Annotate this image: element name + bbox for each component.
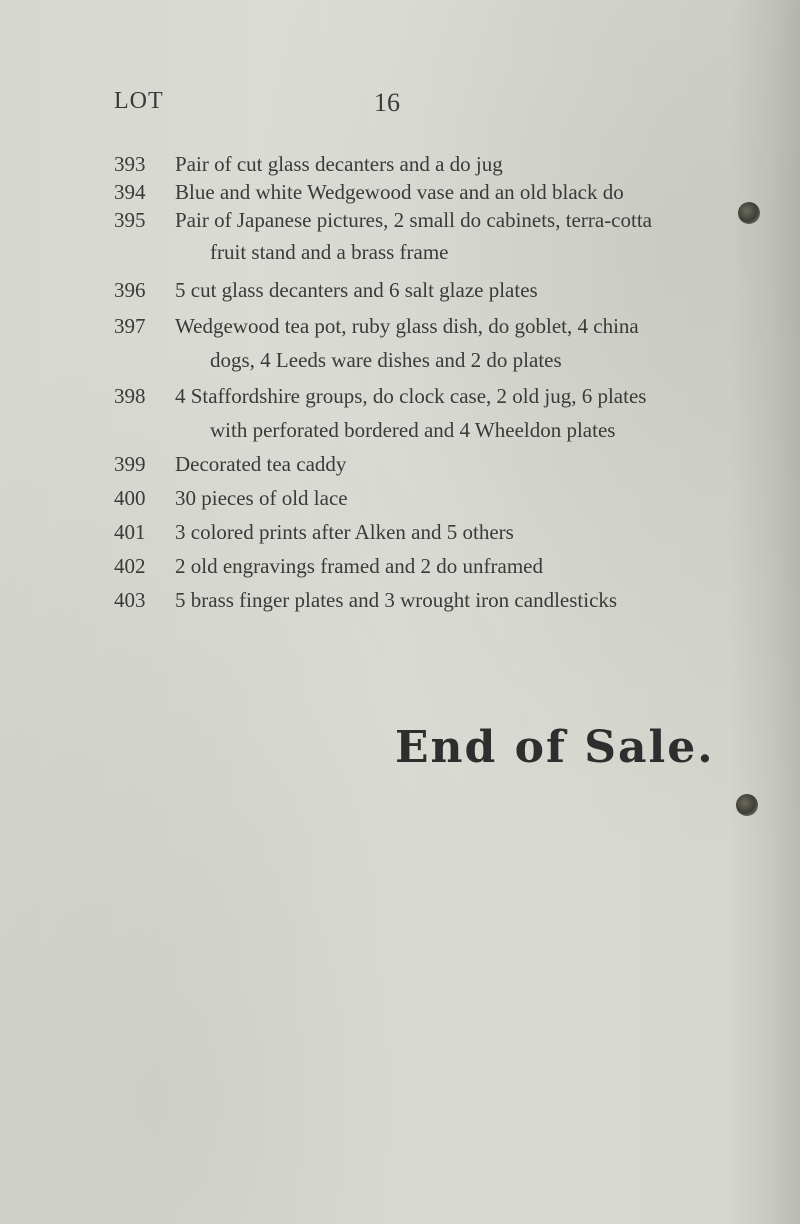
lot-number: 398: [114, 384, 146, 408]
lot-number: 403: [114, 588, 146, 612]
lot-number: 396: [114, 278, 146, 302]
lot-list: [0, 140, 800, 612]
lot-row: [0, 278, 800, 306]
lot-row: [0, 588, 800, 616]
lot-number: 399: [114, 452, 146, 476]
lot-row: [0, 554, 800, 582]
lot-description-continued: with perforated bordered and 4 Wheeldon plates: [210, 418, 616, 442]
lot-description: Blue and white Wedgewood vase and an old black do: [175, 180, 624, 204]
lot-description: Decorated tea caddy: [175, 452, 347, 476]
lot-number: 397: [114, 314, 146, 338]
lot-number: 395: [114, 208, 146, 232]
binding-hole-bottom: [736, 794, 758, 816]
lot-row: [0, 452, 800, 480]
lot-description: Pair of Japanese pictures, 2 small do cabinets, terra-cotta: [175, 208, 652, 232]
lot-column-heading: LOT: [114, 88, 164, 114]
lot-description: Pair of cut glass decanters and a do jug: [175, 152, 503, 176]
lot-description: Wedgewood tea pot, ruby glass dish, do goblet, 4 china: [175, 314, 639, 338]
lot-number: 393: [114, 152, 146, 176]
lot-row: [0, 314, 800, 342]
lot-description: 4 Staffordshire groups, do clock case, 2 old jug, 6 plates: [175, 384, 647, 408]
lot-row: [0, 486, 800, 514]
lot-row: [0, 208, 800, 236]
lot-row-continuation: [0, 348, 800, 376]
lot-description: 5 cut glass decanters and 6 salt glaze plates: [175, 278, 538, 302]
page-number: 16: [374, 88, 400, 117]
lot-number: 401: [114, 520, 146, 544]
lot-row-continuation: [0, 240, 800, 268]
end-of-sale-text: End of Sale.: [395, 722, 715, 773]
lot-description: 3 colored prints after Alken and 5 others: [175, 520, 514, 544]
lot-number: 394: [114, 180, 146, 204]
lot-number: 400: [114, 486, 146, 510]
lot-number: 402: [114, 554, 146, 578]
lot-row: [0, 520, 800, 548]
lot-row: [0, 180, 800, 208]
lot-description-continued: fruit stand and a brass frame: [210, 240, 449, 264]
lot-description: 2 old engravings framed and 2 do unframed: [175, 554, 543, 578]
lot-row: [0, 384, 800, 412]
lot-row-continuation: [0, 418, 800, 446]
lot-description-continued: dogs, 4 Leeds ware dishes and 2 do plates: [210, 348, 562, 372]
lot-description: 30 pieces of old lace: [175, 486, 348, 510]
lot-row: [0, 152, 800, 180]
lot-description: 5 brass finger plates and 3 wrought iron candlesticks: [175, 588, 618, 612]
